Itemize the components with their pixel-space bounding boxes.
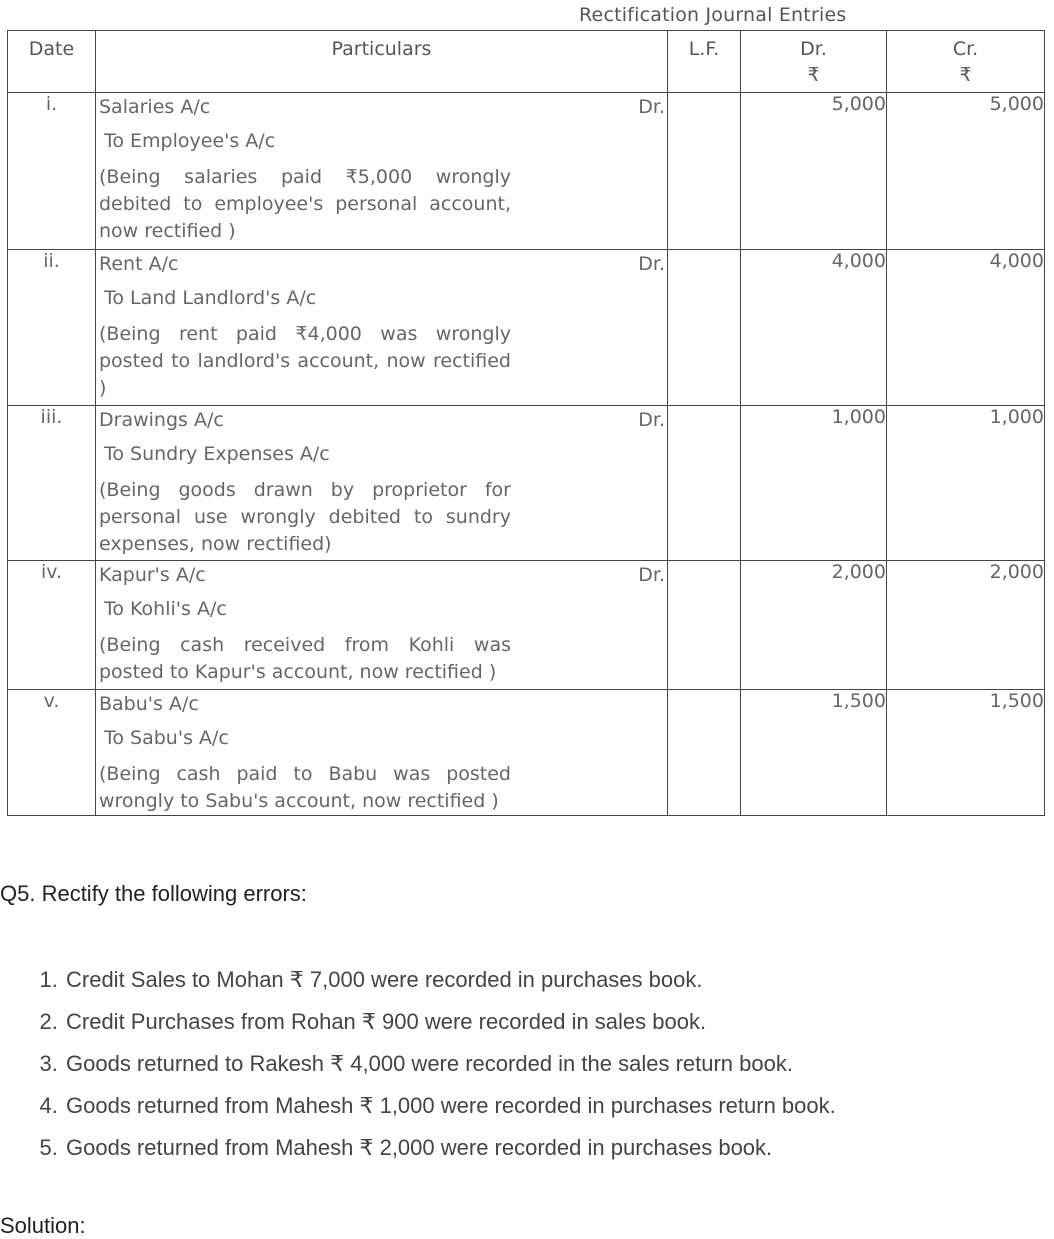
dr-marker: Dr. (638, 409, 665, 431)
debit-account: Rent A/c (99, 253, 179, 275)
table-caption: Rectification Journal Entries (579, 4, 847, 26)
debit-account: Drawings A/c (99, 409, 224, 431)
entry-lf (668, 561, 741, 690)
entry-date: iii. (8, 406, 96, 561)
list-item: 1. Credit Sales to Mohan ₹ 7,000 were recorded in purchases book. (64, 963, 836, 1005)
table-row (8, 561, 1045, 690)
narration: (Being rent paid ₹4,000 was wrongly posted to landlord's account, now rectified ) (99, 323, 511, 399)
dr-amount: 1,000 (741, 406, 887, 561)
entry-lf (668, 690, 741, 816)
entry-date: iv. (8, 561, 96, 690)
debit-account: Kapur's A/c (99, 564, 206, 586)
entry-particulars (96, 561, 668, 690)
entry-particulars (96, 250, 668, 406)
cr-amount: 1,500 (887, 690, 1045, 816)
narration: (Being goods drawn by proprietor for personal use wrongly debited to sundry expenses, now rectified) (99, 479, 511, 555)
narration: (Being cash received from Kohli was posted to Kapur's account, now rectified ) (99, 634, 511, 683)
currency-symbol: ₹ (959, 64, 972, 86)
dr-amount: 2,000 (741, 561, 887, 690)
entry-date: i. (8, 93, 96, 250)
solution-label: Solution: (0, 1213, 86, 1238)
cr-amount: 2,000 (887, 561, 1045, 690)
dr-marker: Dr. (638, 96, 665, 118)
cr-amount: 4,000 (887, 250, 1045, 406)
table-row (8, 250, 1045, 406)
entry-lf (668, 250, 741, 406)
table-row (8, 690, 1045, 816)
dr-amount: 1,500 (741, 690, 887, 816)
entry-lf (668, 93, 741, 250)
header-date: Date (8, 31, 96, 93)
list-item: 4. Goods returned from Mahesh ₹ 1,000 were recorded in purchases return book. (64, 1089, 836, 1131)
list-item: 2. Credit Purchases from Rohan ₹ 900 were recorded in sales book. (64, 1005, 836, 1047)
header-dr: Dr. ₹ (741, 31, 887, 93)
header-cr: Cr. ₹ (887, 31, 1045, 93)
currency-symbol: ₹ (807, 64, 820, 86)
dr-marker: Dr. (638, 253, 665, 275)
entry-date: v. (8, 690, 96, 816)
debit-account: Salaries A/c (99, 96, 211, 118)
entry-particulars (96, 406, 668, 561)
entry-lf (668, 406, 741, 561)
header-row (8, 31, 1045, 93)
header-lf: L.F. (668, 31, 741, 93)
entry-particulars (96, 93, 668, 250)
list-item: 3. Goods returned to Rakesh ₹ 4,000 were recorded in the sales return book. (64, 1047, 836, 1089)
table-row (8, 93, 1045, 250)
journal-body (8, 93, 1045, 816)
credit-account: To Sundry Expenses A/c (104, 443, 330, 465)
header-particulars: Particulars (96, 31, 668, 93)
narration: (Being cash paid to Babu was posted wrongly to Sabu's account, now rectified ) (99, 763, 511, 812)
dr-amount: 5,000 (741, 93, 887, 250)
credit-account: To Kohli's A/c (104, 598, 227, 620)
entry-particulars (96, 690, 668, 816)
credit-account: To Sabu's A/c (104, 727, 229, 749)
journal-table (7, 30, 1045, 816)
question-heading: Q5. Rectify the following errors: (0, 881, 307, 906)
entry-date: ii. (8, 250, 96, 406)
errors-list (0, 963, 836, 1173)
list-item: 5. Goods returned from Mahesh ₹ 2,000 were recorded in purchases book. (64, 1131, 836, 1173)
narration: (Being salaries paid ₹5,000 wrongly debited to employee's personal account, now rectified ) (99, 166, 511, 242)
cr-amount: 5,000 (887, 93, 1045, 250)
dr-marker: Dr. (638, 564, 665, 586)
credit-account: To Land Landlord's A/c (104, 287, 317, 309)
debit-account: Babu's A/c (99, 693, 199, 715)
cr-amount: 1,000 (887, 406, 1045, 561)
credit-account: To Employee's A/c (104, 130, 276, 152)
table-row (8, 406, 1045, 561)
dr-amount: 4,000 (741, 250, 887, 406)
